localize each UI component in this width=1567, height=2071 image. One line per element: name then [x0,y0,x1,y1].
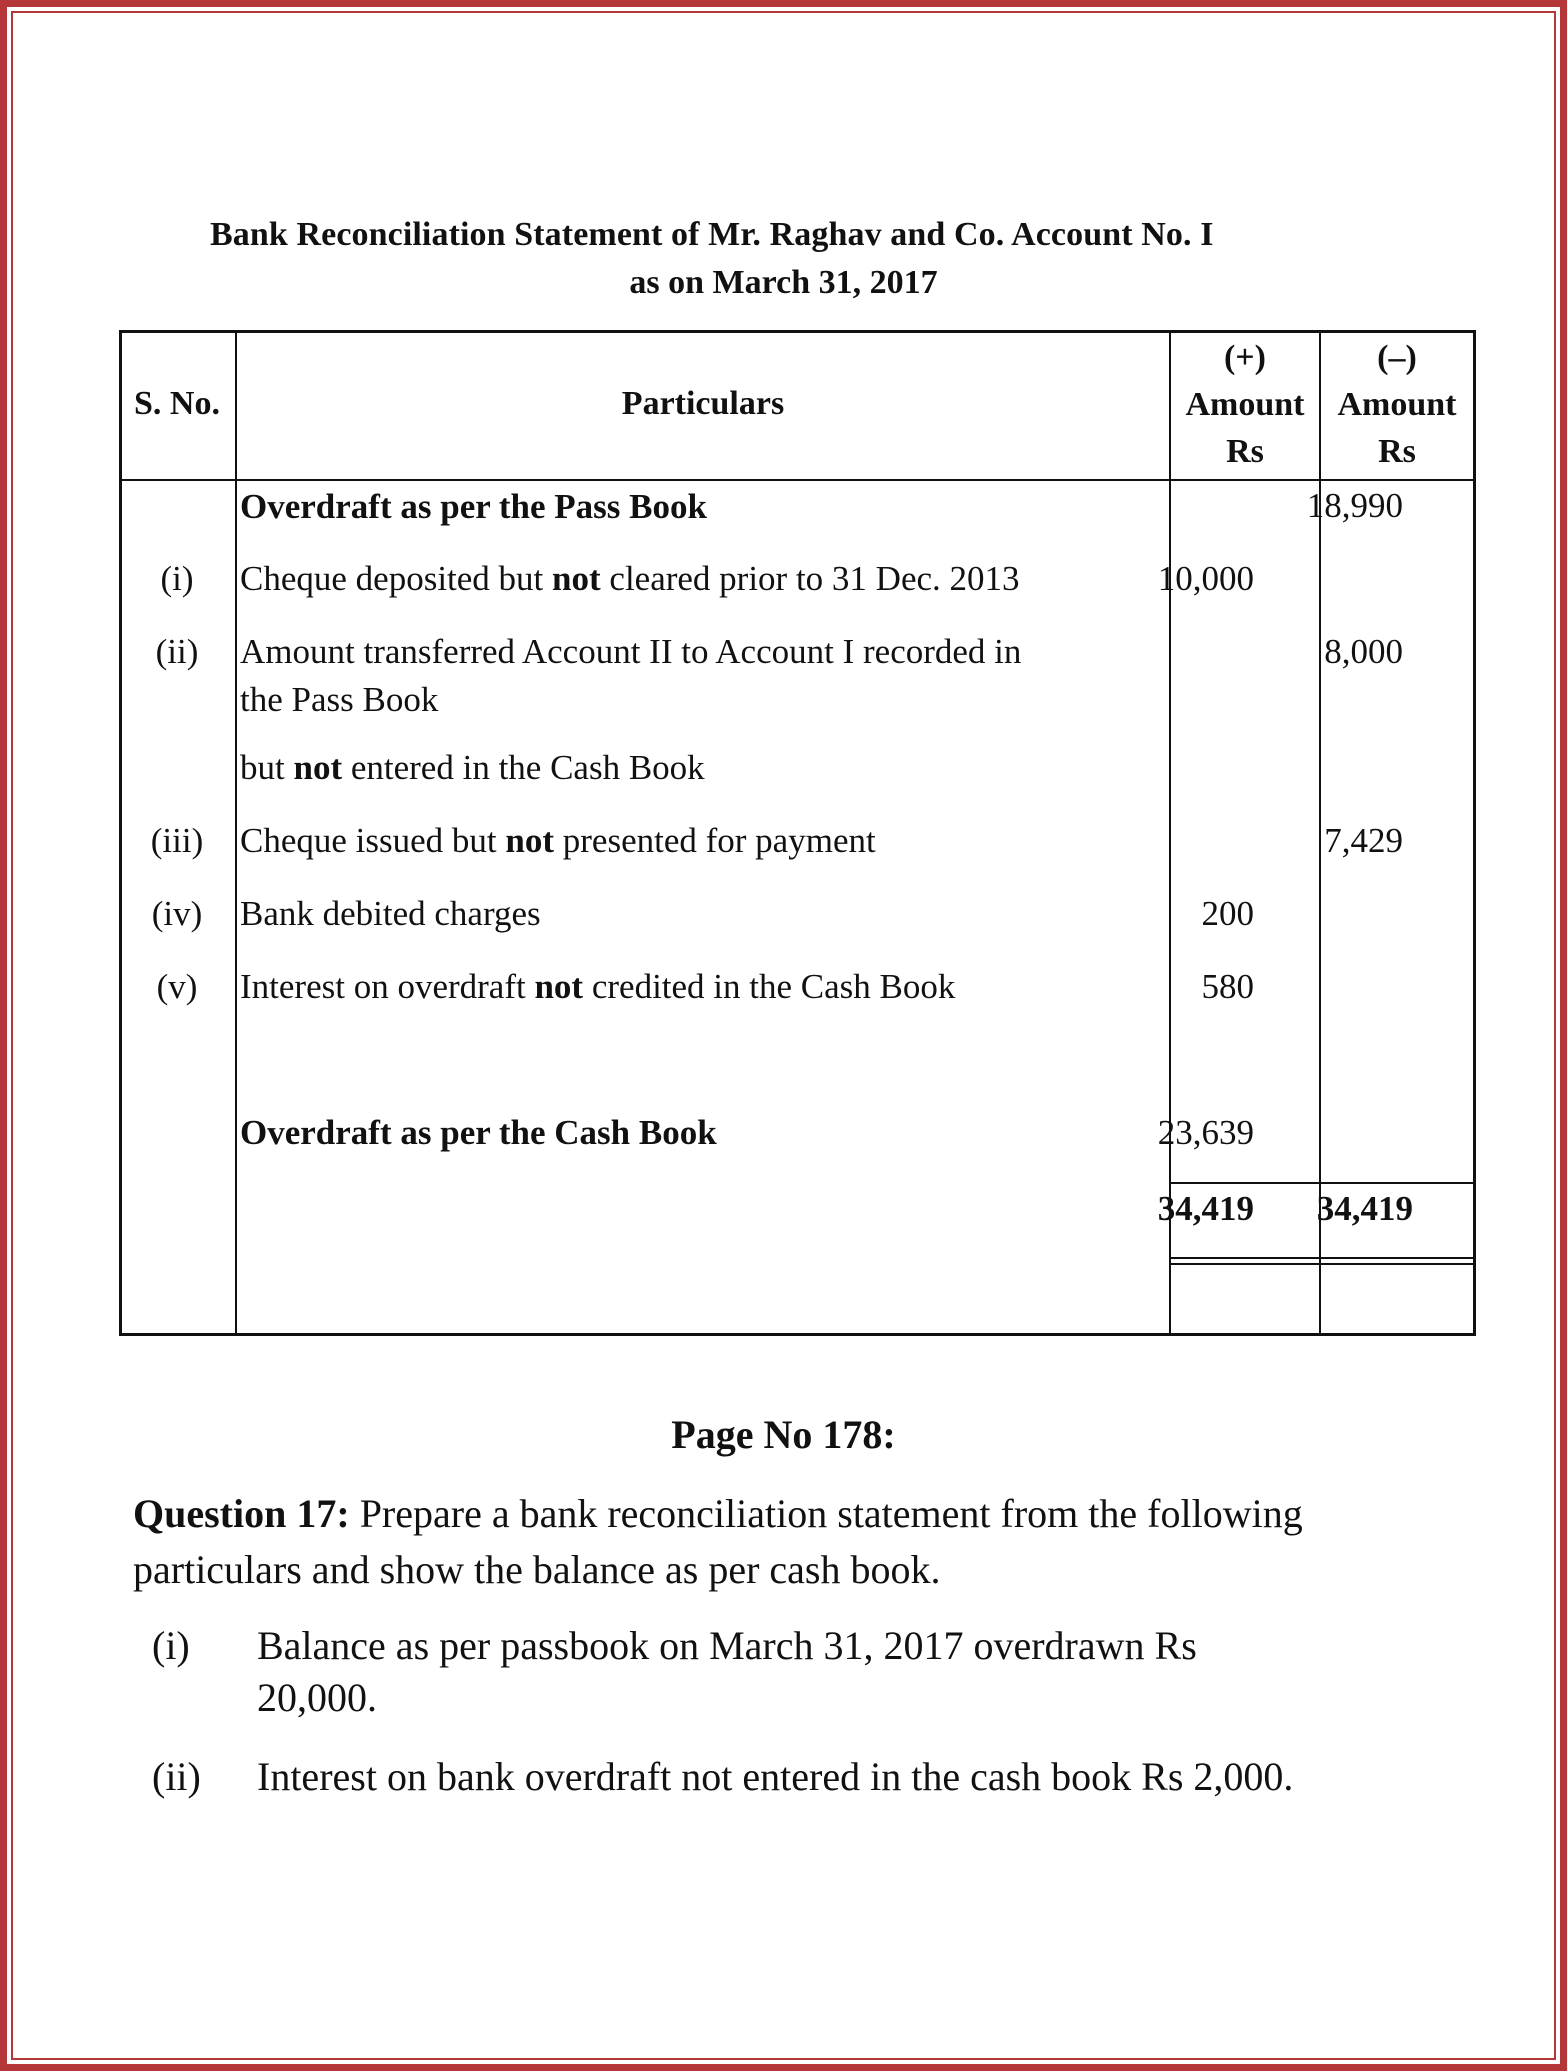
row-iii-particulars: Cheque issued but not presented for payment [240,821,876,860]
total-rule-bottom-1 [1169,1257,1476,1259]
page-number: Page No 178: [671,1412,896,1457]
total-rule-bottom-2 [1169,1263,1476,1265]
opening-balance-label: Overdraft as per the Pass Book [240,487,707,526]
header-plus-sign: (+) [1223,339,1267,376]
row-v-sno: (v) [156,967,198,1006]
row-v-plus: 580 [1201,967,1254,1006]
header-minus-unit: Rs [1378,433,1416,470]
statement-title: Bank Reconciliation Statement of Mr. Raghav and Co. Account No. I [210,216,1214,253]
row-iii-minus: 7,429 [1324,821,1403,860]
row-v-particulars: Interest on overdraft not credited in the Cash Book [240,967,956,1006]
row-ii-sno: (ii) [155,632,199,671]
row-ii-line2: the Pass Book [240,680,439,719]
header-minus-amount: Amount [1337,386,1457,423]
row-iii-sno: (iii) [150,821,204,860]
closing-balance-plus: 23,639 [1157,1113,1254,1152]
row-iv-sno: (iv) [151,894,203,933]
header-particulars: Particulars [621,385,785,422]
table-top-border [119,330,1476,333]
row-i-sno: (i) [160,559,194,598]
question-item-i-num: (i) [152,1623,190,1668]
row-iv-plus: 200 [1201,894,1254,933]
statement-subtitle: as on March 31, 2017 [629,264,938,301]
total-minus: 34,419 [1316,1189,1413,1228]
row-ii-line3: but not entered in the Cash Book [240,748,705,787]
question-item-i-line2: 20,000. [257,1675,377,1720]
row-i-particulars: Cheque deposited but not cleared prior to 31 Dec. 2013 [240,559,1020,598]
row-iv-particulars: Bank debited charges [240,894,541,933]
header-sno: S. No. [134,385,220,422]
reconciliation-table [119,330,1476,1336]
header-plus-amount: Amount [1185,386,1305,423]
table-bottom-border [119,1333,1476,1336]
row-i-plus: 10,000 [1157,559,1254,598]
header-divider [119,479,1476,481]
question-item-ii-text: Interest on bank overdraft not entered in the cash book Rs 2,000. [257,1754,1294,1799]
header-minus-sign: (–) [1377,339,1417,376]
question-item-ii-num: (ii) [152,1754,201,1799]
question-label: Question 17: [133,1491,350,1536]
closing-balance-label: Overdraft as per the Cash Book [240,1113,717,1152]
row-ii-minus: 8,000 [1324,632,1403,671]
question-item-i-line1: Balance as per passbook on March 31, 2017 overdrawn Rs [257,1623,1197,1668]
total-rule-top [1169,1182,1476,1184]
total-plus: 34,419 [1157,1189,1254,1228]
question-text: Question 17: Prepare a bank reconciliation statement from the following particulars and show the balance as per cash book. [133,1491,1303,1592]
header-plus-unit: Rs [1226,433,1264,470]
row-ii-line1: Amount transferred Account II to Account I recorded in [240,632,1022,671]
opening-balance-minus: 18,990 [1306,486,1403,525]
